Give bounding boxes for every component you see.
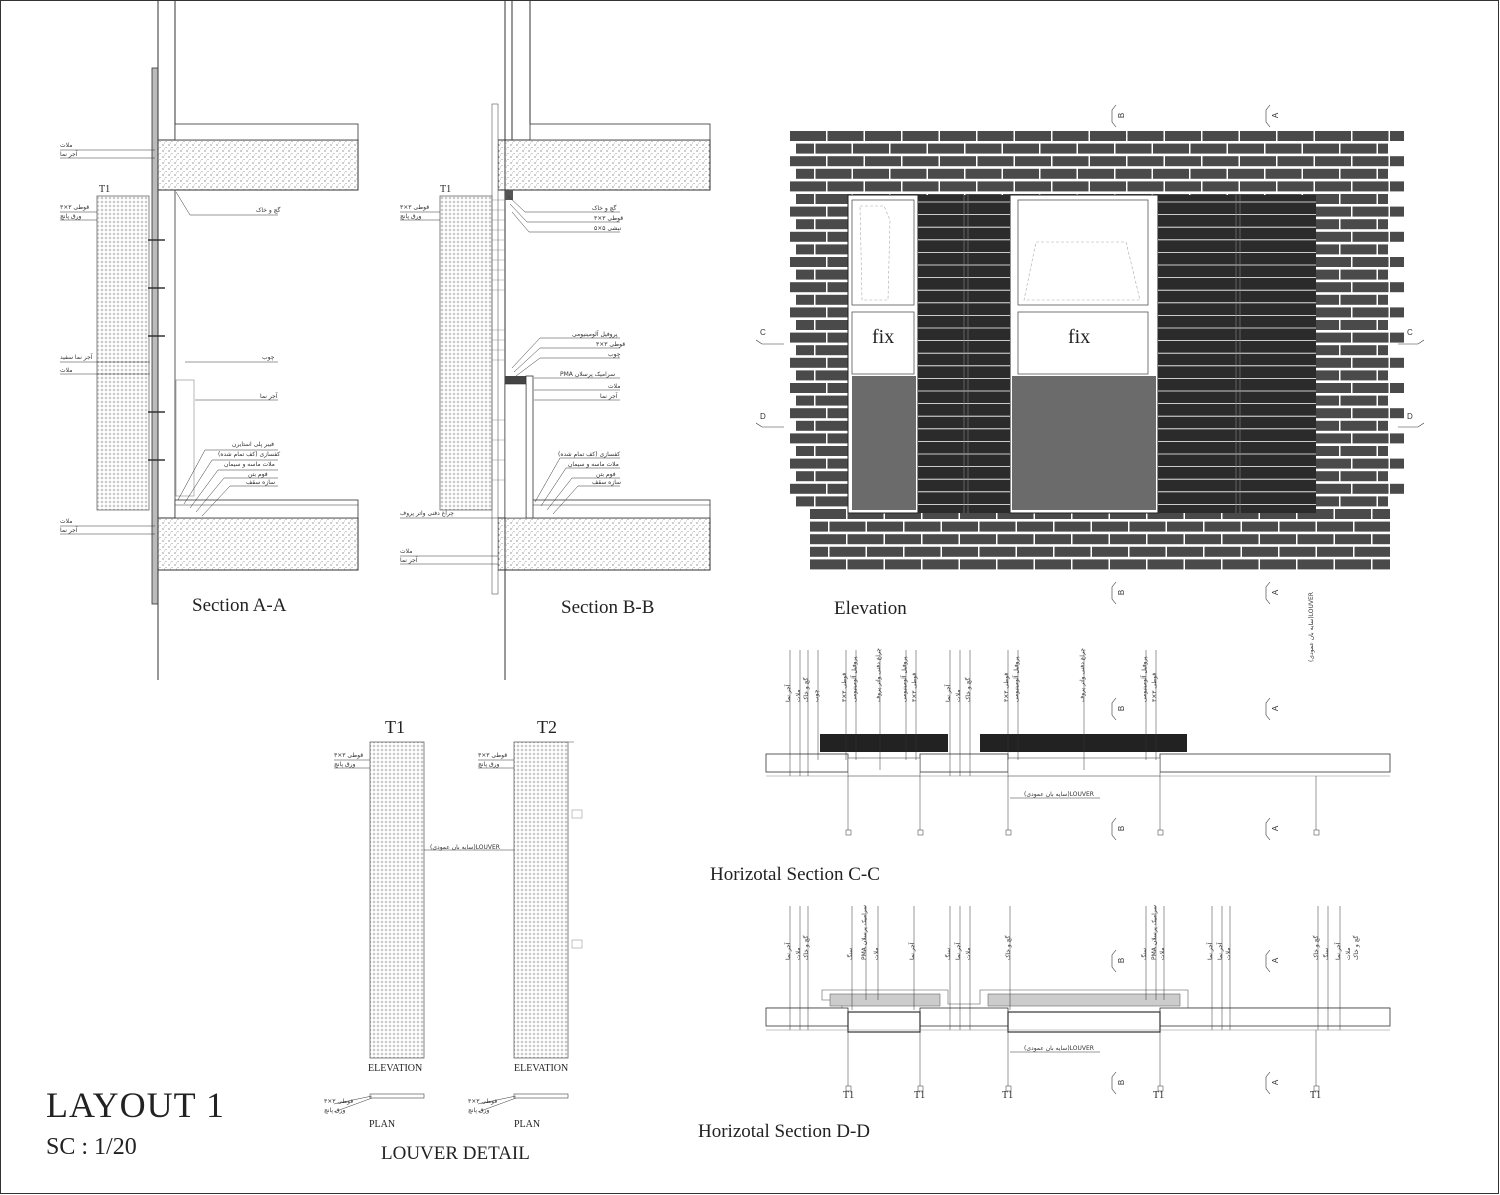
section-vertical-label: آجر نما	[1217, 942, 1224, 960]
section-vertical-label: چوب	[813, 689, 820, 702]
elev-mark-c-right: C	[1407, 328, 1413, 337]
aa-label-structure: سازه سقف	[246, 479, 276, 486]
bb-label-floor: کفسازی (کف تمام شده)	[558, 451, 621, 458]
cc-louver-note: LOUVER(سایه بان عمودی)	[1024, 791, 1094, 798]
dd-t1-a: T1	[843, 1090, 855, 1101]
section-vertical-label: ملات	[1159, 947, 1166, 960]
section-vertical-label: قوطی ۳×۳	[1151, 672, 1158, 702]
section-vertical-label: پروفیل آلومینیومی	[1013, 656, 1020, 702]
section-vertical-label: گچ و خاک	[803, 935, 810, 960]
section-vertical-label: گچ و خاک	[803, 677, 810, 702]
aa-label-wood: چوب	[262, 354, 275, 361]
dd-mark-a-bottom: A	[1271, 1079, 1281, 1086]
bb-label-brick: آجر نما	[600, 393, 618, 400]
louver-t1-plan-label: PLAN	[369, 1119, 396, 1130]
bb-label-punch: ورق پانچ	[400, 213, 422, 220]
bb-label-alu-profile: پروفیل آلومینیومی	[572, 331, 618, 338]
section-bb-title: Section B-B	[561, 597, 655, 618]
louver-t2-label: T2	[537, 717, 557, 737]
elev-mark-b-top: B	[1117, 112, 1127, 119]
section-vertical-label: گچ و خاک	[1313, 935, 1320, 960]
aa-label-box: قوطی ۳×۳	[60, 204, 90, 211]
scale-label: SC : 1/20	[46, 1134, 137, 1160]
cc-mark-b-bottom: B	[1117, 825, 1127, 832]
section-bb-t1: T1	[440, 184, 452, 195]
cc-mark-a-bottom: A	[1271, 825, 1281, 832]
aa-label-polystyrene: فیبر پلی استایرن	[232, 441, 274, 448]
section-vertical-label: سرامیک پرسلان PMA	[861, 904, 868, 960]
section-vertical-label: سنگ	[1141, 947, 1148, 960]
aa-label-mortar: ملات	[60, 142, 73, 149]
section-aa-t1: T1	[99, 184, 111, 195]
section-vertical-label: سنگ	[847, 947, 854, 960]
section-vertical-label: پروفیل آلومینیومی	[1141, 656, 1148, 702]
louver-label-box-c: قوطی ۳×۳	[324, 1098, 354, 1105]
louver-label-box-d: قوطی ۳×۳	[468, 1098, 498, 1105]
louver-t2-plan-label: PLAN	[514, 1119, 541, 1130]
bb-label-mortar-2: ملات	[400, 548, 413, 555]
section-vertical-label: آجر نما	[945, 684, 952, 702]
aa-label-brick-2: آجر نما	[260, 393, 278, 400]
section-vertical-label: قوطی ۳×۳	[1003, 672, 1010, 702]
section-vertical-label: پروفیل آلومینیومی	[901, 656, 908, 702]
section-vertical-label: ملات	[795, 689, 802, 702]
section-vertical-label: پروفیل آلومینیومی	[851, 656, 858, 702]
section-vertical-label: ملات	[1225, 947, 1232, 960]
aa-label-mortar-3: ملات	[60, 518, 73, 525]
section-vertical-label: آجر نما	[1207, 942, 1214, 960]
dd-t1-c: T1	[1002, 1090, 1014, 1101]
section-vertical-label: آجر نما	[909, 942, 916, 960]
aa-label-foam: فوم بتن	[248, 471, 268, 478]
bb-label-wood: چوب	[608, 351, 621, 358]
dd-t1-b: T1	[914, 1090, 926, 1101]
aa-label-floor: کفسازی (کف تمام شده)	[218, 451, 281, 458]
elev-mark-d-right: D	[1407, 412, 1413, 421]
louver-note: LOUVER(سایه بان عمودی)	[430, 844, 500, 851]
aa-label-brick: آجر نما	[60, 151, 78, 158]
bb-label-angle: نبشی ۵×۵	[594, 225, 622, 232]
cc-mark-b-top: B	[1117, 705, 1127, 712]
dd-mark-b-top: B	[1117, 957, 1127, 964]
section-vertical-label: سنگ	[1323, 947, 1330, 960]
louver-label-punch-c: ورق پانچ	[324, 1107, 346, 1114]
elev-mark-b-bottom: B	[1117, 589, 1127, 596]
bb-label-sand-cement: ملات ماسه و سیمان	[568, 461, 619, 468]
aa-label-white-brick: آجر نما سفید	[60, 354, 93, 361]
aa-label-mortar-2: ملات	[60, 367, 73, 374]
bb-label-light: چراغ دفنی واتر پروف	[400, 510, 454, 517]
aa-label-plaster: گچ و خاک	[256, 207, 281, 214]
elev-mark-a-bottom: A	[1271, 589, 1281, 596]
section-vertical-label: قوطی ۳×۳	[841, 672, 848, 702]
dd-mark-a-top: A	[1271, 957, 1281, 964]
cc-mark-a-top: A	[1271, 705, 1281, 712]
section-vertical-label: گچ و خاک	[1353, 935, 1360, 960]
section-vertical-label: قوطی ۳×۳	[911, 672, 918, 702]
dd-mark-b-bottom: B	[1117, 1079, 1127, 1086]
dd-t1-d: T1	[1153, 1090, 1165, 1101]
louver-detail-title: LOUVER DETAIL	[381, 1143, 530, 1164]
section-vertical-label: ملات	[955, 689, 962, 702]
elev-mark-c-left: C	[760, 328, 766, 337]
elevation-title: Elevation	[834, 598, 907, 619]
layout-title: LAYOUT 1	[46, 1085, 226, 1125]
section-vertical-label: چراغ دفنی واتر پروف	[875, 648, 882, 702]
dd-louver-note: LOUVER(سایه بان عمودی)	[1024, 1045, 1094, 1052]
section-vertical-label: آجر نما	[955, 942, 962, 960]
aa-label-punch: ورق پانچ	[60, 213, 82, 220]
section-vertical-label: گچ و خاک	[1005, 935, 1012, 960]
louver-label-box-b: قوطی ۳×۳	[478, 752, 508, 759]
elev-louver-note: LOUVER(سایه بان عمودی)	[1308, 592, 1315, 662]
louver-label-punch-a: ورق پانچ	[334, 761, 356, 768]
fix-label-right: fix	[1068, 326, 1091, 348]
bb-label-box-2: قوطی ۳×۳	[594, 215, 624, 222]
bb-label-plaster: گچ و خاک	[592, 205, 617, 212]
section-vertical-label: سرامیک پرسلان PMA	[1151, 904, 1158, 960]
section-vertical-label: ملات	[795, 947, 802, 960]
section-vertical-label: سنگ	[945, 947, 952, 960]
section-vertical-label: چراغ دفنی واتر پروف	[1079, 648, 1086, 702]
louver-t1-label: T1	[385, 717, 405, 737]
aa-label-brick-3: آجر نما	[60, 527, 78, 534]
bb-label-box-3: قوطی ۳×۳	[596, 341, 626, 348]
louver-label-box-a: قوطی ۳×۳	[334, 752, 364, 759]
bb-label-foam: فوم بتن	[596, 471, 616, 478]
section-vertical-label: ملات	[1345, 947, 1352, 960]
bb-label-mortar: ملات	[608, 383, 621, 390]
dd-t1-e: T1	[1310, 1090, 1322, 1101]
elev-mark-a-top: A	[1271, 112, 1281, 119]
horizontal-cc-title: Horizotal Section C-C	[710, 864, 880, 885]
aa-label-sand-cement: ملات ماسه و سیمان	[224, 461, 275, 468]
louver-label-punch-d: ورق پانچ	[468, 1107, 490, 1114]
section-vertical-label: ملات	[873, 947, 880, 960]
section-vertical-label: گچ و خاک	[965, 677, 972, 702]
bb-label-box: قوطی ۳×۳	[400, 204, 430, 211]
section-vertical-label: آجر نما	[785, 942, 792, 960]
bb-label-brick-2: آجر نما	[400, 557, 418, 564]
section-vertical-label: آجر نما	[785, 684, 792, 702]
louver-t2-elevation-label: ELEVATION	[514, 1063, 569, 1074]
bb-label-ceramic: سرامیک پرسلان PMA	[560, 371, 616, 378]
elev-mark-d-left: D	[760, 412, 766, 421]
section-vertical-label: آجر نما	[1335, 942, 1342, 960]
bb-label-structure: سازه سقف	[592, 479, 622, 486]
horizontal-dd-title: Horizotal Section D-D	[698, 1121, 871, 1142]
section-vertical-label: ملات	[965, 947, 972, 960]
section-aa-title: Section A-A	[192, 595, 287, 616]
fix-label-left: fix	[872, 326, 895, 348]
louver-t1-elevation-label: ELEVATION	[368, 1063, 423, 1074]
louver-label-punch-b: ورق پانچ	[478, 761, 500, 768]
